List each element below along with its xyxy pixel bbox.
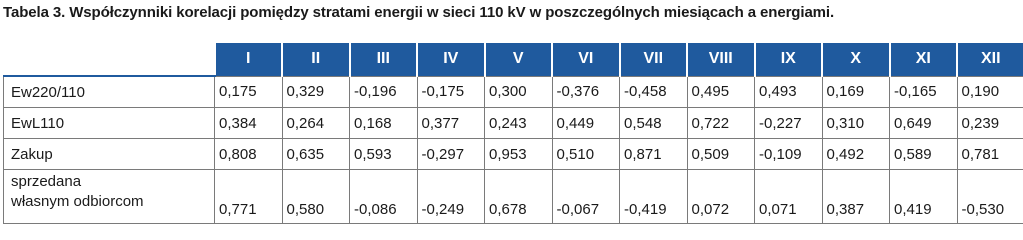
header-month: I (215, 43, 283, 76)
table-cell: 0,589 (890, 139, 958, 170)
table-cell: -0,419 (620, 170, 688, 224)
table-cell: 0,492 (822, 139, 890, 170)
header-month: VII (620, 43, 688, 76)
table-cell: 0,300 (485, 76, 553, 108)
table-cell: -0,530 (957, 170, 1023, 224)
table-cell: 0,239 (957, 108, 1023, 139)
table-row (4, 76, 1023, 108)
row-label (4, 139, 215, 170)
table-cell: 0,635 (282, 139, 350, 170)
table-cell: 0,953 (485, 139, 553, 170)
table-caption: Tabela 3. Współczynniki korelacji pomiędzy stratami energii w sieci 110 kV w poszczególnych miesiącach a energiami. (3, 4, 835, 21)
header-month: XII (957, 43, 1023, 76)
header-month: V (485, 43, 553, 76)
table-cell: 0,808 (215, 139, 283, 170)
table-cell: 0,419 (890, 170, 958, 224)
row-label (4, 108, 215, 139)
row-label (4, 76, 215, 108)
header-month: IV (417, 43, 485, 76)
table-cell: 0,329 (282, 76, 350, 108)
table-cell: -0,249 (417, 170, 485, 224)
header-row (4, 43, 1023, 76)
table-cell: 0,510 (552, 139, 620, 170)
table-cell: -0,109 (755, 139, 823, 170)
table-cell: 0,722 (687, 108, 755, 139)
row-label-line: EwL110 (11, 114, 65, 132)
header-corner (4, 43, 215, 76)
header-month: VIII (687, 43, 755, 76)
row-label (4, 170, 215, 224)
table-row (4, 108, 1023, 139)
table-cell: -0,067 (552, 170, 620, 224)
table-cell: -0,086 (350, 170, 418, 224)
table-cell: 0,190 (957, 76, 1023, 108)
table-cell: 0,771 (215, 170, 283, 224)
table-cell: 0,493 (755, 76, 823, 108)
header-month: IX (755, 43, 823, 76)
table-cell: -0,458 (620, 76, 688, 108)
table-cell: 0,243 (485, 108, 553, 139)
table-cell: 0,495 (687, 76, 755, 108)
table-row (4, 170, 1023, 224)
table-cell: -0,227 (755, 108, 823, 139)
table-cell: 0,781 (957, 139, 1023, 170)
table-cell: -0,196 (350, 76, 418, 108)
table-cell: 0,387 (822, 170, 890, 224)
table-cell: 0,175 (215, 76, 283, 108)
table-cell: 0,509 (687, 139, 755, 170)
table-cell: 0,384 (215, 108, 283, 139)
row-label-line: Zakup (11, 145, 53, 163)
table-cell: 0,678 (485, 170, 553, 224)
row-label-line: sprzedana (11, 173, 82, 190)
table-cell: -0,165 (890, 76, 958, 108)
table-cell: 0,264 (282, 108, 350, 139)
header-month: X (822, 43, 890, 76)
table-cell: 0,071 (755, 170, 823, 224)
table-cell: 0,580 (282, 170, 350, 224)
table-cell: 0,593 (350, 139, 418, 170)
table-row (4, 139, 1023, 170)
table-cell: 0,310 (822, 108, 890, 139)
table-cell: -0,297 (417, 139, 485, 170)
table-cell: 0,377 (417, 108, 485, 139)
header-month: XI (890, 43, 958, 76)
table-cell: 0,072 (687, 170, 755, 224)
table-cell: 0,649 (890, 108, 958, 139)
table-cell: 0,548 (620, 108, 688, 139)
header-month: VI (552, 43, 620, 76)
table-cell: -0,376 (552, 76, 620, 108)
table-cell: 0,169 (822, 76, 890, 108)
table-cell: 0,449 (552, 108, 620, 139)
row-label-line: własnym odbiorcom (11, 193, 144, 210)
correlation-table (3, 43, 1023, 224)
header-month: III (350, 43, 418, 76)
table-cell: 0,871 (620, 139, 688, 170)
row-label-line: Ew220/110 (11, 83, 85, 101)
table-cell: 0,168 (350, 108, 418, 139)
table-cell: -0,175 (417, 76, 485, 108)
header-month: II (282, 43, 350, 76)
